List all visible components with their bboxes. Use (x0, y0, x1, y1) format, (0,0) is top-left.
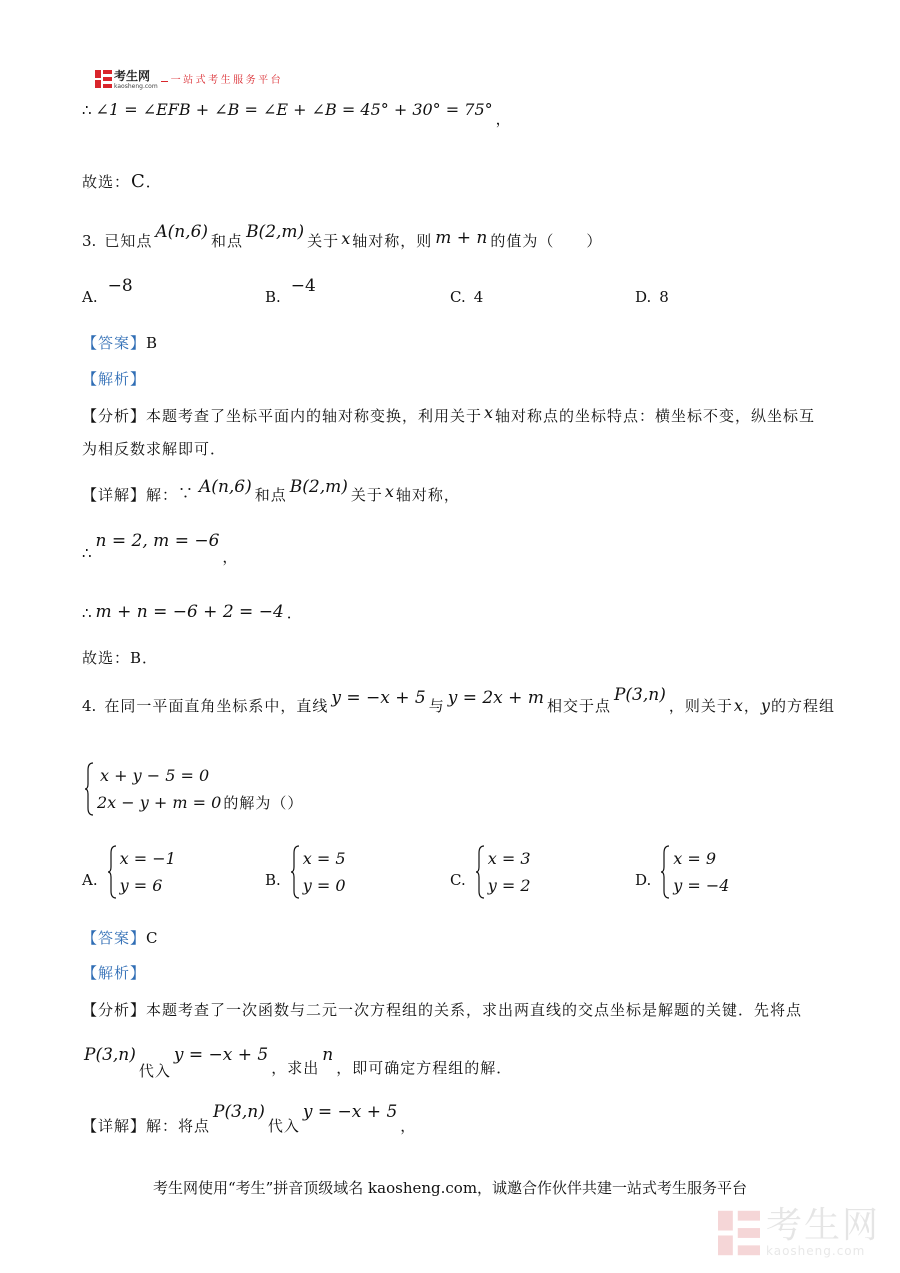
logo-slogan: 一站式考生服务平台 (170, 75, 284, 86)
fenxi-var-n: n (322, 1045, 334, 1065)
answer-tag: 【答案】 (82, 929, 147, 947)
watermark (718, 1207, 880, 1258)
watermark-logo-icon (718, 1210, 760, 1256)
q4-var-y: y (760, 696, 770, 715)
q3-answer (82, 333, 158, 353)
detail-point-a: A(n,6) (199, 477, 252, 497)
fenxi-text: ，即可确定方程组的解． (336, 1059, 513, 1077)
option-label: C. (450, 871, 466, 889)
logo-separator (161, 81, 168, 82)
q3-option-a (82, 276, 136, 307)
prev-equation-line (82, 100, 512, 128)
option-brace-icon (107, 845, 117, 899)
page-footer: 考生网使用“考生”拼音顶级域名 kaosheng.com，诚邀合作伙伴共建一站式考生服务平台 (152, 1179, 748, 1197)
logo-brand: 考生网 (114, 69, 151, 83)
q4-stem-text: 与 (428, 697, 445, 715)
answer-letter: C (146, 929, 159, 947)
option-x: x = 3 (487, 849, 531, 868)
q3-fenxi-line-2: 为相反数求解即可． (82, 440, 227, 458)
therefore-symbol: ∴ (82, 604, 93, 622)
fenxi-text: 【分析】本题考查了坐标平面内的轴对称变换，利用关于 (82, 407, 483, 425)
q4-option-a (82, 845, 176, 899)
detail-text: 轴对称， (395, 486, 460, 504)
option-equations (303, 845, 346, 899)
q3-option-d (635, 287, 669, 307)
q3-stem-text: 已知点 (104, 232, 153, 250)
because-symbol: ∵ (178, 484, 195, 502)
q4-var-x: x (733, 696, 743, 715)
option-equations (488, 845, 531, 899)
q4-option-b (265, 845, 346, 899)
fenxi-text: 轴对称点的坐标特点：横坐标不变，纵坐标互 (495, 407, 816, 425)
option-brace-icon (475, 845, 485, 899)
q3-option-b (265, 276, 319, 307)
logo-domain: kaosheng.com (114, 83, 158, 90)
option-value: 8 (659, 288, 669, 306)
system-equations (97, 762, 221, 816)
kaosheng-logo-icon (95, 70, 112, 88)
system-eq-1: x + y − 5 = 0 (100, 766, 210, 785)
q4-stem-tail: 的解为（） (223, 794, 304, 812)
q3-stem-text: 的值为（ ） (490, 232, 603, 250)
fenxi-text: ，求出 (271, 1059, 320, 1077)
detail-point-p: P(3,n) (213, 1102, 265, 1122)
q4-stem-text: 在同一平面直角坐标系中，直线 (104, 697, 329, 715)
q4-point-p: P(3,n) (613, 685, 666, 705)
q4-line-1: y = −x + 5 (331, 688, 426, 708)
q4-answer (82, 928, 159, 948)
q3-stem (82, 222, 603, 251)
q3-step-2 (82, 603, 303, 623)
answer-tag: 【答案】 (82, 334, 147, 352)
option-label: B. (265, 288, 281, 306)
q4-line-2: y = 2x + m (447, 688, 544, 708)
option-label: D. (635, 871, 652, 889)
option-value: −8 (107, 276, 133, 296)
fenxi-line: y = −x + 5 (173, 1045, 269, 1065)
q4-option-d (635, 845, 729, 899)
detail-axis-var: x (384, 482, 394, 501)
option-label: A. (82, 871, 98, 889)
q3-number: 3. (82, 232, 97, 250)
option-x: x = 5 (302, 849, 346, 868)
choice-letter: C (131, 171, 145, 192)
option-y: y = 2 (487, 876, 531, 895)
comma: ， (222, 548, 239, 566)
q4-stem-text: 的方程组 (770, 697, 835, 715)
q4-stem-text: 相交于点 (546, 697, 611, 715)
option-x: x = −1 (119, 849, 176, 868)
site-logo (95, 70, 283, 92)
detail-text: 关于 (350, 486, 383, 504)
choice-prefix: 故选： (82, 173, 131, 191)
detail-point-b: B(2,m) (289, 477, 348, 497)
step2-expr: m + n = −6 + 2 = −4 (95, 602, 284, 622)
answer-letter: B (146, 334, 159, 352)
comma: ， (495, 110, 512, 128)
q3-expr: m + n (435, 228, 488, 248)
q4-number: 4. (82, 697, 97, 715)
angle-equation: ∠1 = ∠EFB + ∠B = ∠E + ∠B = 45° + 30° = 75° (95, 100, 493, 119)
watermark-domain: kaosheng.com (766, 1244, 866, 1258)
option-label: D. (635, 288, 652, 306)
q4-detail-line (82, 1102, 417, 1136)
q4-stem-text: ， (743, 697, 760, 715)
step1-expr: n = 2, m = −6 (95, 531, 220, 551)
q3-axis-var: x (341, 229, 351, 248)
prev-choice-line (82, 172, 162, 192)
option-value: −4 (290, 276, 316, 296)
q3-choice: 故选：B． (82, 649, 159, 667)
system-brace-icon (84, 762, 94, 816)
q3-stem-text: 和点 (211, 232, 244, 250)
option-label: C. (450, 288, 466, 306)
option-equations (120, 845, 176, 899)
therefore-symbol: ∴ (82, 101, 93, 119)
q4-fenxi-line-2 (82, 1045, 513, 1080)
fenxi-axis-var: x (484, 403, 494, 422)
detail-text: 代入 (267, 1117, 300, 1135)
q3-option-c (450, 287, 483, 307)
q3-point-b: B(2,m) (246, 222, 305, 242)
q4-analysis-tag: 【解析】 (82, 964, 147, 982)
q3-detail-line (82, 477, 460, 505)
watermark-text-block (766, 1207, 880, 1258)
option-brace-icon (660, 845, 670, 899)
choice-end: ． (145, 173, 162, 191)
option-equations (673, 845, 729, 899)
option-x: x = 9 (673, 849, 717, 868)
option-value: 4 (473, 288, 484, 306)
option-y: y = 0 (302, 876, 346, 895)
option-y: y = 6 (119, 876, 163, 895)
q3-analysis-tag: 【解析】 (82, 370, 147, 388)
detail-text: 和点 (254, 486, 287, 504)
system-eq-2: 2x − y + m = 0 (97, 793, 222, 812)
period: ． (286, 604, 303, 622)
option-y: y = −4 (673, 876, 730, 895)
fenxi-text: 代入 (138, 1062, 171, 1080)
fenxi-point-p: P(3,n) (84, 1045, 136, 1065)
option-brace-icon (290, 845, 300, 899)
option-label: A. (82, 288, 98, 306)
detail-text: ， (400, 1117, 417, 1135)
q3-stem-text: 关于 (307, 232, 340, 250)
detail-text: 【详解】解： (82, 486, 179, 504)
detail-text: 【详解】解：将点 (82, 1117, 211, 1135)
option-label: B. (265, 871, 281, 889)
detail-line: y = −x + 5 (302, 1102, 398, 1122)
therefore-symbol: ∴ (82, 544, 93, 562)
q3-step-1 (82, 531, 239, 566)
q4-option-c (450, 845, 531, 899)
q4-equation-system (84, 762, 303, 816)
logo-text-block (114, 70, 158, 90)
q3-fenxi-line-1 (82, 403, 816, 426)
q4-stem-text: ，则关于 (668, 697, 733, 715)
watermark-brand: 考生网 (766, 1205, 881, 1246)
q4-fenxi-line-1: 【分析】本题考查了一次函数与二元一次方程组的关系，求出两直线的交点坐标是解题的关键．先将点 (82, 1001, 803, 1019)
q3-point-a: A(n,6) (155, 222, 209, 242)
q4-stem (82, 685, 835, 716)
q3-stem-text: 轴对称，则 (352, 232, 433, 250)
